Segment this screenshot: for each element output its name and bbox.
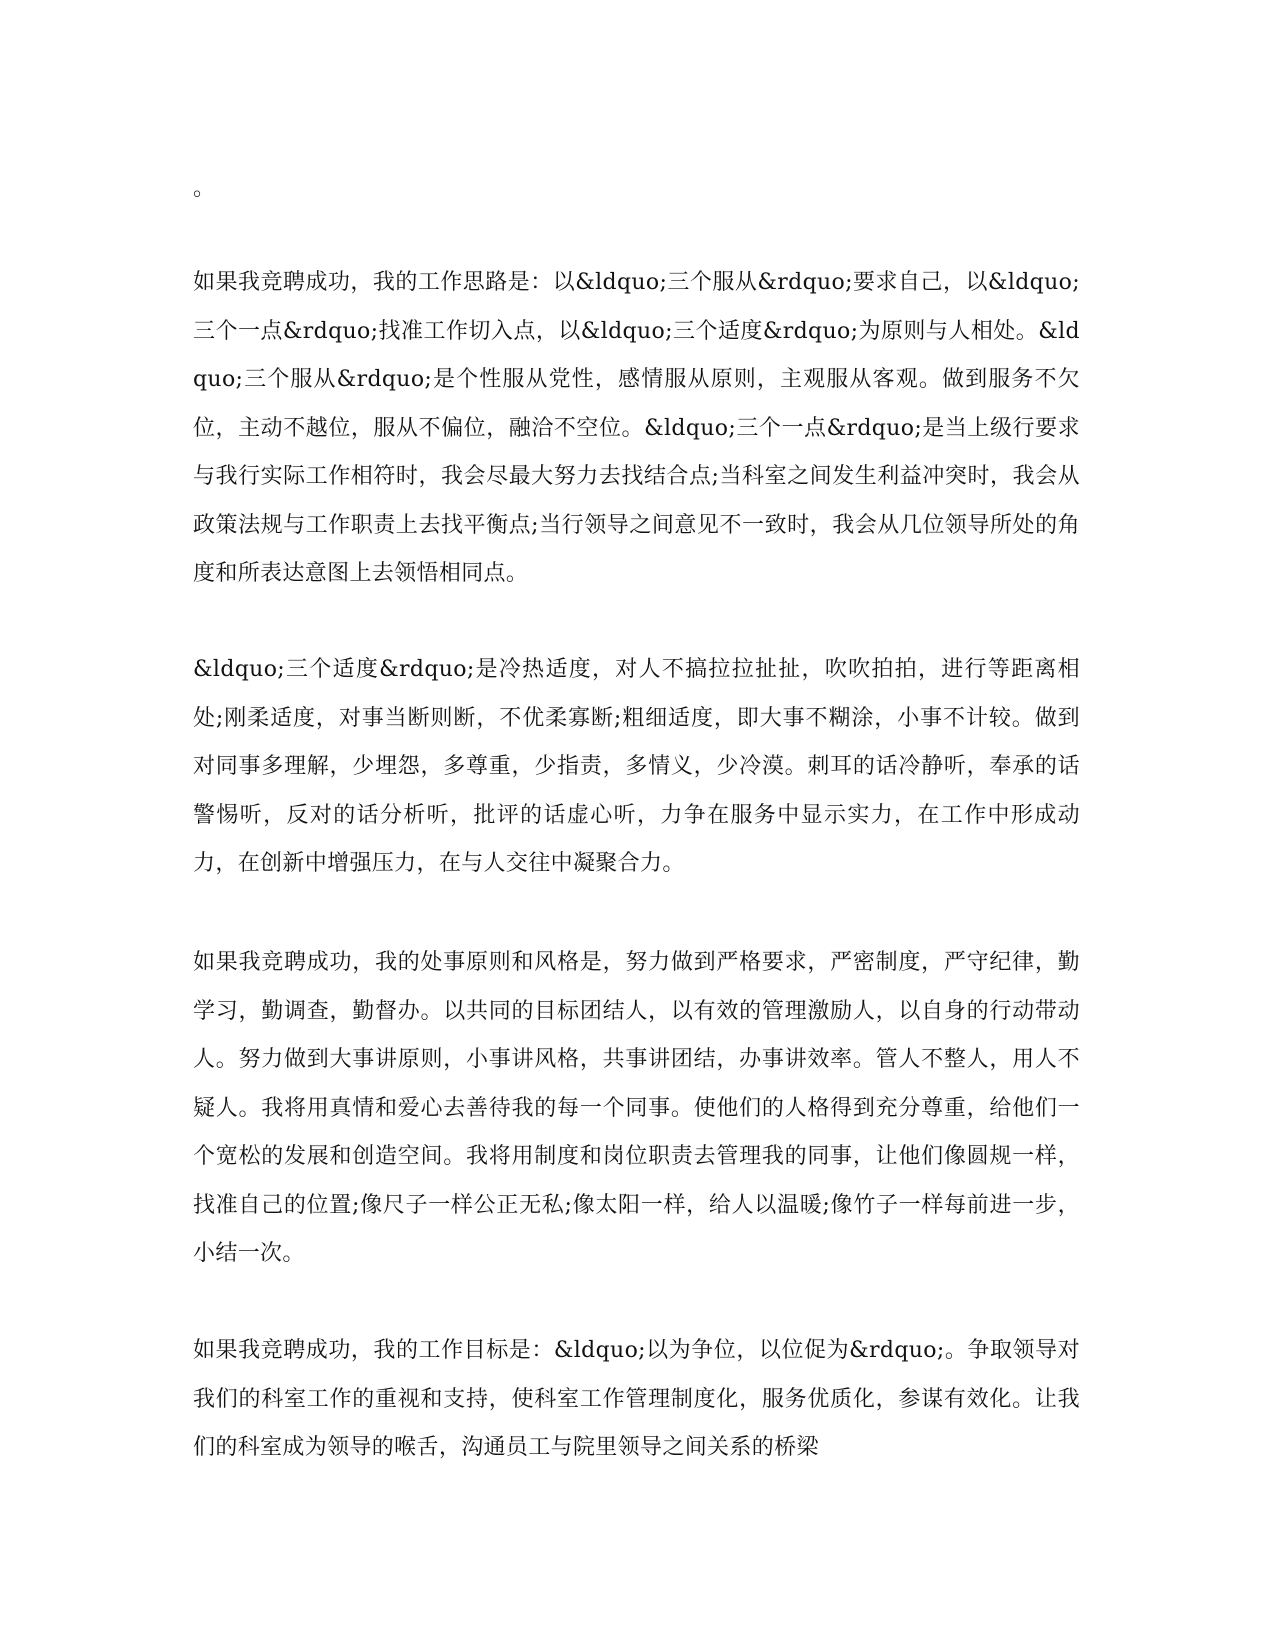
paragraph-three-moderations: &ldquo;三个适度&rdquo;是冷热适度，对人不搞拉拉扯扯，吹吹拍拍，进行等距离相处;刚柔适度，对事当断则断，不优柔寡断;粗细适度，即大事不糊涂，小事不计较。做到对同事多理解，少埋怨，多尊重，少指责，多情义，少冷漠。刺耳的话冷静听，奉承的话警惕听，反对的话分析听，批评的话虚心听，力争在服务中显示实力，在工作中形成动力，在创新中增强压力，在与人交往中凝聚合力。: [193, 657, 1080, 876]
paragraph-work-approach: 如果我竞聘成功，我的工作思路是：以&ldquo;三个服从&rdquo;要求自己，以&ldquo;三个一点&rdquo;找准工作切入点，以&ldquo;三个适度&rdquo;为原则与人相处。&ldquo;三个服从&rdquo;是个性服从党性，感情服从原则，主观服从客观。做到服务不欠位，主动不越位，服从不偏位，融洽不空位。&ldquo;三个一点&rdquo;是当上级行要求与我行实际工作相符时，我会尽最大努力去找结合点;当科室之间发生利益冲突时，我会从政策法规与工作职责上去找平衡点;当行领导之间意见不一致时，我会从几位领导所处的角度和所表达意图上去领悟相同点。: [193, 270, 1080, 586]
paragraph-principles-style: 如果我竞聘成功，我的处事原则和风格是，努力做到严格要求，严密制度，严守纪律，勤学习，勤调查，勤督办。以共同的目标团结人，以有效的管理激励人，以自身的行动带动人。努力做到大事讲原则，小事讲风格，共事讲团结，办事讲效率。管人不整人，用人不疑人。我将用真情和爱心去善待我的每一个同事。使他们的人格得到充分尊重，给他们一个宽松的发展和创造空间。我将用制度和岗位职责去管理我的同事，让他们像圆规一样，找准自己的位置;像尺子一样公正无私;像太阳一样，给人以温暖;像竹子一样每前进一步，小结一次。: [193, 950, 1080, 1266]
paragraph-fragment: 。: [193, 176, 216, 201]
paragraph-work-goals: 如果我竞聘成功，我的工作目标是：&ldquo;以为争位，以位促为&rdquo;。争取领导对我们的科室工作的重视和支持，使科室工作管理制度化，服务优质化，参谋有效化。让我们的科室成为领导的喉舌，沟通员工与院里领导之间关系的桥梁: [193, 1338, 1080, 1460]
